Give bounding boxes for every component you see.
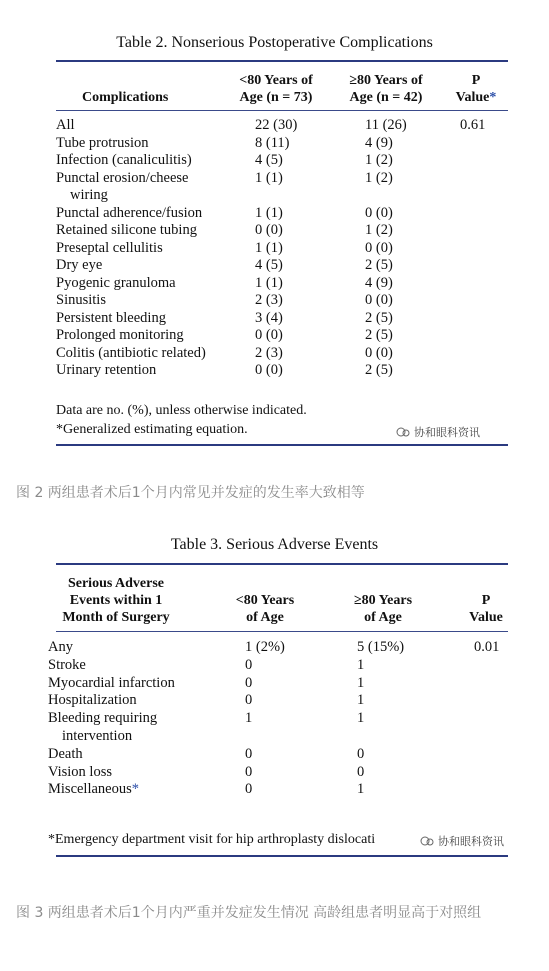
cell-over-80: 1 (2) [365,152,393,168]
row-label: Tube protrusion [56,134,149,151]
table-2-watermark: 协和眼科资讯 [396,424,480,440]
cell-under-80: 0 (0) [255,327,283,343]
cell-over-80: 1 [357,710,365,727]
cell-over-80: 1 [357,674,365,691]
cell-under-80: 2 (3) [255,344,283,361]
table-3-header-rule [56,631,508,632]
cell-over-80: 2 (5) [365,257,393,273]
row-label: Urinary retention [56,362,157,378]
table-2-footnote-data: Data are no. (%), unless otherwise indicated. [56,403,307,418]
wechat-icon [396,427,410,437]
table-3-header-events: Serious Adverse Events within 1 Month of Surgery [62,576,170,625]
table-3-header-under80: <80 Years of Age [235,593,295,625]
cell-p-value: 0.61 [460,117,486,133]
cell-under-80: 1 (1) [255,274,283,291]
asterisk-mark: * [131,781,140,798]
cell-over-80: 4 (9) [365,274,393,291]
table-2-header-complications: Complications [82,90,169,105]
table-2-header-under80: <80 Years of Age (n = 73) [239,73,313,105]
table-3-header-over80: ≥80 Years of Age [353,593,413,625]
row-label: Any [48,639,73,655]
row-label: Hospitalization [48,692,137,709]
cell-under-80: 0 (0) [255,222,283,238]
cell-p-value: 0.01 [474,639,500,655]
table-3-header-p-value: P Value [469,593,503,625]
cell-over-80: 0 (0) [365,292,393,308]
cell-over-80: 0 (0) [365,239,393,256]
row-label: Colitis (antibiotic related) [56,344,206,361]
row-label-continued: wiring [70,187,108,203]
row-label: Bleeding requiring [48,710,158,727]
table-2-header-rule [56,110,508,111]
cell-over-80: 1 [357,656,365,673]
cell-under-80: 0 [245,745,253,762]
row-label-continued: intervention [62,728,133,744]
cell-over-80: 5 (15%) [357,639,405,655]
cell-over-80: 2 (5) [365,309,393,326]
table-3-bottom-rule [56,855,508,857]
cell-over-80: 2 (5) [365,362,393,378]
cell-under-80: 0 (0) [255,362,283,378]
row-label: Sinusitis [56,292,106,308]
cell-over-80: 2 (5) [365,327,393,343]
row-label: Preseptal cellulitis [56,239,163,256]
row-label: Punctal adherence/fusion [56,204,203,221]
cell-over-80: 1 [357,781,365,798]
cell-under-80: 1 (1) [255,204,283,221]
row-label: Miscellaneous* [48,781,140,798]
cell-over-80: 11 (26) [365,117,407,133]
table-3-title: Table 3. Serious Adverse Events [170,536,379,553]
row-label: Pyogenic granuloma [56,274,176,291]
cell-under-80: 3 (4) [255,309,283,326]
row-label: Dry eye [56,257,103,273]
table-2-title: Table 2. Nonserious Postoperative Complications [116,34,433,51]
cell-over-80: 0 [357,763,365,780]
cell-under-80: 4 (5) [255,152,283,168]
row-label: All [56,117,75,133]
cell-under-80: 1 [245,710,253,727]
figure-3-caption: 图 3 两组患者术后1个月内严重并发症发生情况 高龄组患者明显高于对照组 [16,905,482,921]
cell-under-80: 0 [245,763,253,780]
cell-under-80: 4 (5) [255,257,283,273]
row-label: Death [48,745,83,762]
wechat-icon [420,836,434,846]
table-3-top-rule [56,563,508,565]
cell-over-80: 4 (9) [365,134,393,151]
table-2-header-p-value: P Value* [455,73,497,105]
figure-2-caption: 图 2 两组患者术后1个月内常见并发症的发生率大致相等 [16,485,365,501]
cell-over-80: 0 (0) [365,344,393,361]
row-label: Persistent bleeding [56,309,166,326]
table-2-header-over80: ≥80 Years of Age (n = 42) [349,73,423,105]
table-3-footnote: *Emergency department visit for hip arthroplasty dislocati [48,832,376,847]
cell-under-80: 1 (1) [255,169,283,186]
row-label: Retained silicone tubing [56,222,197,238]
cell-under-80: 0 [245,674,253,691]
table-3-watermark: 协和眼科资讯 [420,833,504,849]
cell-over-80: 0 (0) [365,204,393,221]
cell-under-80: 1 (1) [255,239,283,256]
table-2-footnote-asterisk: *Generalized estimating equation. [56,422,248,437]
cell-under-80: 0 [245,656,253,673]
row-label: Prolonged monitoring [56,327,184,343]
cell-under-80: 0 [245,781,253,798]
row-label: Infection (canaliculitis) [56,152,192,168]
cell-under-80: 0 [245,692,253,709]
row-label: Punctal erosion/cheese [56,169,189,186]
cell-under-80: 22 (30) [255,117,298,133]
cell-over-80: 1 (2) [365,169,393,186]
row-label: Stroke [48,656,86,673]
table-2-top-rule [56,60,508,62]
row-label: Vision loss [48,763,112,780]
row-label: Myocardial infarction [48,674,175,691]
cell-under-80: 2 (3) [255,292,283,308]
table-2-bottom-rule [56,444,508,446]
cell-over-80: 1 [357,692,365,709]
cell-under-80: 8 (11) [255,134,290,151]
cell-under-80: 1 (2%) [245,639,285,655]
cell-over-80: 1 (2) [365,222,393,238]
cell-over-80: 0 [357,745,365,762]
